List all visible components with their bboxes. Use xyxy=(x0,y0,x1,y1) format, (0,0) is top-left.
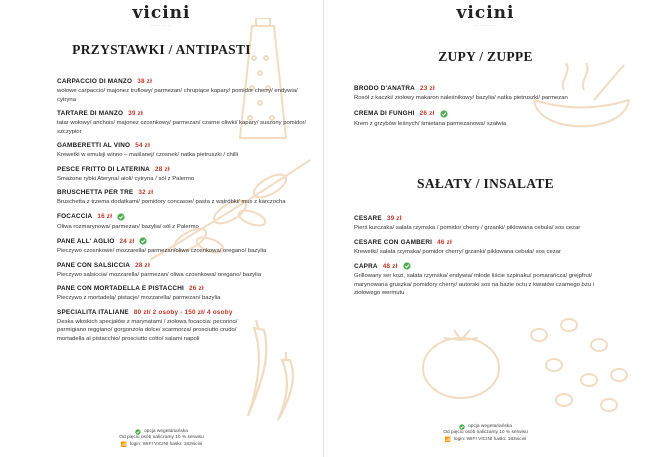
logo-tagline-mark: — — — — xyxy=(150,23,173,27)
service-note: Od pięciu osób naliczamy 10 % serwisu xyxy=(119,435,204,441)
service-note: Od pięciu osób naliczamy 10 % serwisu xyxy=(443,430,528,436)
section-title-antipasti: PRZYSTAWKI / ANTIPASTI xyxy=(72,42,251,57)
tomato-illustration xyxy=(414,320,509,405)
item-name: TARTARE DI MANZO xyxy=(57,110,124,117)
veg-legend: opcja wegetariańska xyxy=(468,424,512,429)
menu-item xyxy=(57,309,307,344)
item-price: 28 zł xyxy=(135,261,150,269)
item-price: 16 zł xyxy=(97,213,113,220)
item-name: PANE CON MORTADELLA E PISTACCHI xyxy=(57,285,185,292)
item-description: Grillowany ser kozi, sałata rzymska/ endywia/ młode liście szpinaku/ pomarańcza/ grejpfrut/ marynowana gruszka/ pomidory cherry/ autorski sos na bazie octu z kwiatów czarnego bzu i ziołowego wermutu xyxy=(354,273,594,296)
zuppe-list xyxy=(354,85,599,128)
item-price: 39 zł xyxy=(128,110,144,117)
wifi-icon: 📶 xyxy=(444,436,451,443)
section-title-zuppe: ZUPY / ZUPPE xyxy=(438,49,533,64)
item-price: 46 zł xyxy=(437,238,453,246)
item-description: Oliwa rozmarynowa/ parmezan/ bazylia/ sól z Palermo xyxy=(57,223,199,230)
menu-item xyxy=(354,85,599,103)
item-description: wołowe carpaccio/ majonez truflowy/ parmezan/ chrupiące kapary/ pomidor cherry/ endywia/ cytryna xyxy=(57,88,298,103)
menu-item xyxy=(57,110,307,136)
item-description: tatar wołowy/ anchois/ majonez czosnkowy/ parmezan/ czarne oliwki/ kapary/ suszony pomidor/ szczypior xyxy=(57,120,307,135)
item-description: Smażone rybki Ateryna/ aioli/ cytryna / sól z Palermo xyxy=(57,175,195,182)
item-name: FOCACCIA xyxy=(57,213,93,220)
menu-item xyxy=(57,189,307,207)
brand-logo: vicini xyxy=(132,3,191,23)
item-description: Deska włoskich specjałów z marynatami / ziołowa focaccia: pecorino/ parmigiano reggiano/ gorgonzola dolce/ scarmorza/ prosciutto crudo/ mortadella al pistacchio/ prosciutto cotto/ salami napoli xyxy=(57,318,238,342)
vegetarian-icon xyxy=(440,110,448,118)
item-name: CREMA DI FUNGHI xyxy=(354,110,415,117)
menu-item xyxy=(57,166,307,184)
footer-notes xyxy=(0,429,323,448)
item-price: 38 zł xyxy=(137,78,153,85)
olives-illustration xyxy=(519,305,639,425)
wifi-login: login: WIFI VICINI hasło: 183vicini xyxy=(129,441,203,447)
menu-item xyxy=(57,142,307,160)
item-name: CESARE xyxy=(354,215,382,222)
antipasti-list xyxy=(57,78,307,343)
section-title-insalate: SAŁATY / INSALATE xyxy=(417,176,554,191)
item-price: 32 zł xyxy=(138,189,154,196)
item-description: Krem z grzybów leśnych/ śmietana parmezanowa/ szałwia xyxy=(354,120,507,127)
item-name: CAPRA xyxy=(354,262,378,270)
item-name: CARPACCIO DI MANZO xyxy=(57,78,133,85)
item-price: 24 zł xyxy=(119,237,135,245)
menu-item xyxy=(354,262,599,298)
brand-logo: vicini xyxy=(456,3,515,23)
item-name: BRODO D'ANATRA xyxy=(354,85,416,92)
menu-item xyxy=(354,110,599,129)
footer-notes xyxy=(324,424,647,443)
wifi-icon: 📶 xyxy=(120,441,127,448)
item-name: PANE CON SALSICCIA xyxy=(57,261,131,269)
vegetarian-icon xyxy=(139,237,147,245)
item-price: 48 zł xyxy=(382,262,398,270)
menu-item xyxy=(354,239,599,257)
item-name: GAMBERETTI AL VINO xyxy=(57,142,131,149)
item-price: 80 zł/ 2 osoby - 150 zł/ 4 osoby xyxy=(133,308,233,316)
item-description: Pieczywo czosnkowe/ mozzarella/ parmezan/oliwa czosnkowa/ oregano/ bazylia xyxy=(57,248,267,254)
item-name: CESARE CON GAMBERI xyxy=(354,238,433,246)
menu-item xyxy=(57,237,307,256)
item-price: 28 zł xyxy=(154,165,170,173)
menu-item xyxy=(57,213,307,232)
item-name: PANE ALL' AGLIO xyxy=(57,237,115,245)
menu-item xyxy=(57,285,307,303)
item-price: 54 zł xyxy=(135,142,151,149)
menu-item xyxy=(57,78,307,104)
menu-item xyxy=(354,215,599,233)
item-description: Pieczywo salsiccia/ mozzarella/ parmezan/ oliwa czosnkowa/ oregano/ bazylia xyxy=(57,271,261,278)
menu-item xyxy=(57,262,307,280)
logo-tagline-mark: — — — — xyxy=(474,23,497,27)
menu-page-left xyxy=(0,0,323,457)
item-description: Pieczywo z mortadelą/ pistacje/ mozzarella/ parmezan/ bazylia xyxy=(57,295,221,301)
item-description: Krewetki/ sałata rzymska/ pomidor cherry/ grzanki/ piklowana cebula/ sos cezar xyxy=(354,248,561,255)
item-price: 39 zł xyxy=(386,215,402,222)
item-price: 23 zł xyxy=(420,85,435,92)
item-price: 26 zł xyxy=(189,285,204,292)
item-description: Rosół z kaczki/ ziołowy makaron naleśnikowy/ bazylia/ natka pietruszki/ parmezan xyxy=(354,95,568,101)
menu-page-right xyxy=(324,0,647,457)
item-name: PESCE FRITTO DI LATERINA xyxy=(57,165,150,173)
vegetarian-icon xyxy=(403,262,411,270)
wifi-login: login: WIFI VICINI hasło: 183vicini xyxy=(453,436,527,442)
item-description: Pierś kurczaka/ sałata rzymska / pomidor cherry / grzanki/ piklowana cebula/ sos cezar xyxy=(354,225,581,231)
item-name: SPECIALITA ITALIANE xyxy=(57,308,129,316)
item-description: Bruschetta z trzema dodatkami/ pomidory concasse/ pasta z wątróbki/ mus z karczocha xyxy=(57,199,286,205)
vegetarian-icon xyxy=(117,213,125,221)
veg-legend: opcja wegetariańska xyxy=(144,429,188,434)
item-name: BRUSCHETTA PER TRE xyxy=(57,189,134,196)
item-price: 26 zł xyxy=(419,110,435,117)
item-description: Krewetki w emulsji winno – maślanej/ czosnek/ natka pietruszki / chilli xyxy=(57,152,239,158)
insalate-list xyxy=(354,215,599,298)
